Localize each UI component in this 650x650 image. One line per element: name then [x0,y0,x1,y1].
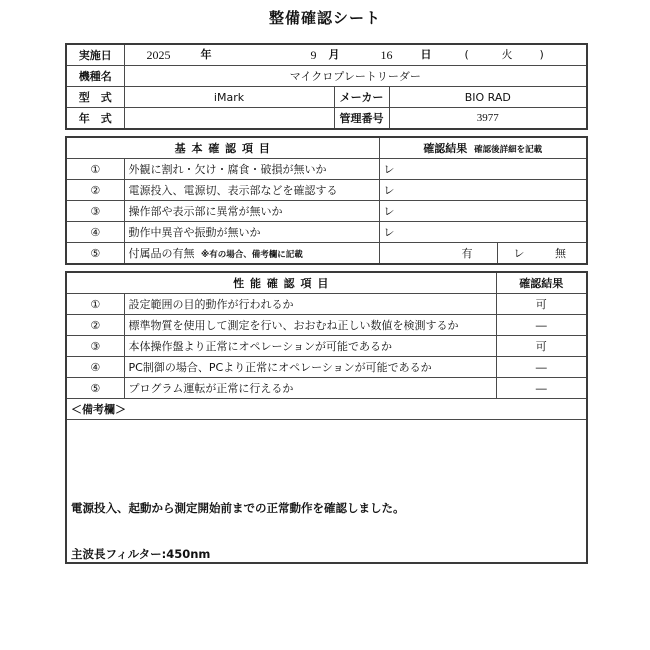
mgmt-number-label: 管理番号 [334,108,389,130]
item-description: 外観に割れ・欠け・腐食・破損が無いか [124,159,379,180]
item-number: ① [66,159,124,180]
check-mark: レ [379,159,587,180]
type-label: 型 式 [66,87,124,108]
device-info-table [65,43,588,130]
date-day: 16 [380,48,393,62]
date-label: 実施日 [66,44,124,66]
item-number: ③ [66,336,124,357]
result-value: 可 [496,336,587,357]
item-number: ③ [66,201,124,222]
remarks-content-row [66,420,587,564]
page-title: 整備確認シート [268,9,381,27]
remarks-label: ＜備考欄＞ [66,399,587,420]
perf-header-row [66,272,587,294]
basic-row-4 [66,222,587,243]
accessories-result-cell [379,243,587,265]
year-value [124,108,334,130]
weekday-paren-close: ) [539,48,544,61]
date-day-unit: 日 [420,48,432,61]
basic-check-table [65,136,588,265]
item-description: 操作部や表示部に異常が無いか [124,201,379,222]
item-description: 動作中異音や振動が無いか [124,222,379,243]
item-description [124,243,379,265]
accessories-yes-label: 有 [461,247,473,260]
maker-value: BIO RAD [389,87,587,108]
maker-label: メーカー [334,87,389,108]
remarks-label-row [66,399,587,420]
check-mark: レ [379,222,587,243]
item-number: ④ [66,222,124,243]
table-row-type [66,87,587,108]
date-weekday: 火 [501,48,513,61]
item-description: PC制御の場合、PCより正常にオペレーションが可能であるか [124,357,496,378]
basic-row-2 [66,180,587,201]
check-mark: レ [379,201,587,222]
basic-row-5 [66,243,587,265]
accessories-label: 付属品の有無 [128,247,195,260]
accessories-no-label: 無 [555,247,566,260]
mgmt-number-value: 3977 [389,108,587,130]
type-value: iMark [124,87,334,108]
year-label: 年 式 [66,108,124,130]
result-value: 可 [496,294,587,315]
perf-row-2 [66,315,587,336]
accessories-note: ※有の場合、備考欄に記載 [201,250,303,260]
item-description: 本体操作盤より正常にオペレーションが可能であるか [124,336,496,357]
perf-row-4 [66,357,587,378]
remarks-box [66,420,587,564]
item-number: ② [66,315,124,336]
check-mark: レ [379,180,587,201]
accessories-yes-cell [384,243,498,263]
item-number: ① [66,294,124,315]
model-label: 機種名 [66,66,124,87]
date-value-cell [124,44,587,66]
item-number: ② [66,180,124,201]
basic-result-header [379,137,587,159]
item-description: 標準物質を使用して測定を行い、おおむね正しい数値を検測するか [124,315,496,336]
basic-table-header: 基 本 確 認 項 目 [66,137,379,159]
basic-header-row [66,137,587,159]
date-month-unit: 月 [328,48,340,61]
item-number: ⑤ [66,378,124,399]
date-year-unit: 年 [200,48,212,61]
item-description: プログラム運転が正常に行えるか [124,378,496,399]
table-row-year [66,108,587,130]
accessories-no-cell [498,243,583,263]
check-mark: レ [513,247,525,260]
date-year: 2025 [146,48,171,62]
perf-row-5 [66,378,587,399]
item-description: 設定範囲の目的動作が行われるか [124,294,496,315]
item-number: ⑤ [66,243,124,265]
result-value: ― [496,315,587,336]
performance-check-table [65,271,588,564]
item-description: 電源投入、電源切、表示部などを確認する [124,180,379,201]
remarks-line-2: 主波長フィルター:450nm [71,547,211,561]
model-value: マイクロプレートリーダー [124,66,587,87]
result-header-note: 確認後詳細を記載 [474,145,543,155]
basic-row-3 [66,201,587,222]
result-value: ― [496,378,587,399]
item-number: ④ [66,357,124,378]
result-value: ― [496,357,587,378]
table-row-model [66,66,587,87]
basic-row-1 [66,159,587,180]
accessories-result-split [384,243,583,263]
perf-table-header: 性 能 確 認 項 目 [66,272,496,294]
result-header-label: 確認結果 [423,142,468,155]
perf-row-1 [66,294,587,315]
perf-result-header: 確認結果 [496,272,587,294]
perf-row-3 [66,336,587,357]
remarks-line-1: 電源投入、起動から測定開始前までの正常動作を確認しました。 [71,501,405,515]
date-month: 9 [310,48,317,62]
table-row-date [66,44,587,66]
weekday-paren-open: ( [464,48,469,61]
